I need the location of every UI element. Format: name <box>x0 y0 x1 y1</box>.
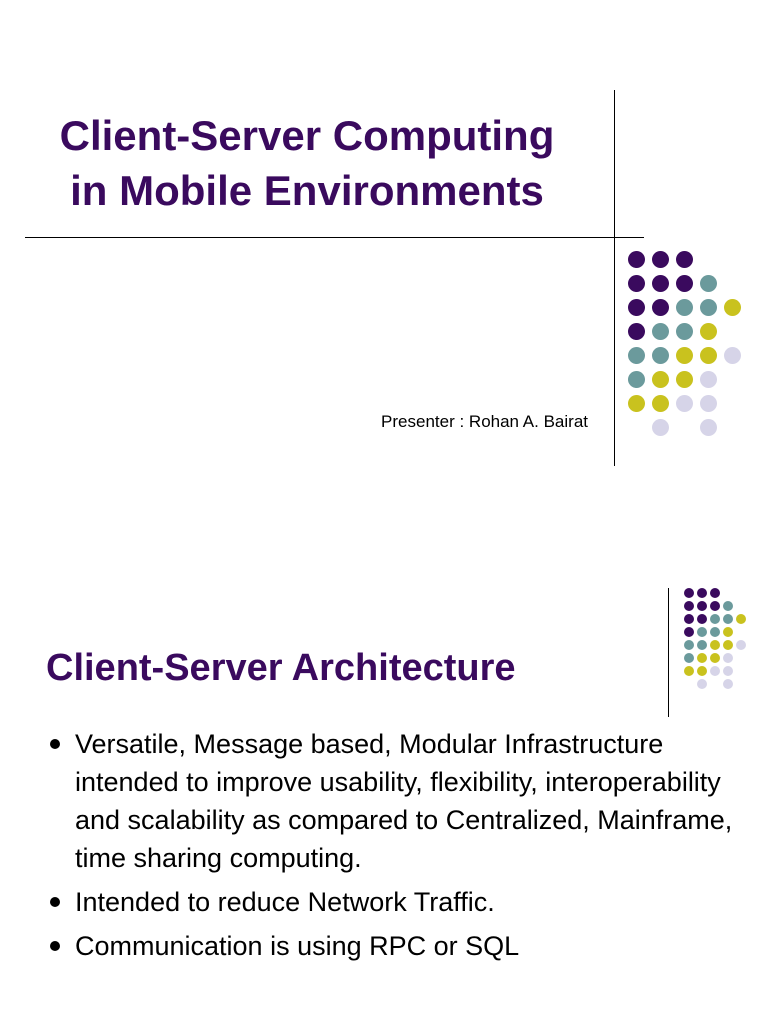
decorative-dot <box>710 601 720 611</box>
corner-divider-vertical <box>668 588 669 717</box>
decorative-dot <box>710 627 720 637</box>
decorative-dot <box>676 323 693 340</box>
decorative-dot <box>628 275 645 292</box>
decorative-dot <box>652 395 669 412</box>
decorative-dot <box>724 299 741 316</box>
bullet-item <box>44 725 744 877</box>
slide-title: Client-Server Architecture <box>46 647 516 689</box>
decorative-dot <box>628 347 645 364</box>
decorative-dot <box>723 614 733 624</box>
decorative-dot <box>710 588 720 598</box>
title-line-1: Client-Server Computing <box>59 112 555 159</box>
decorative-dot <box>697 627 707 637</box>
decorative-dot <box>652 323 669 340</box>
decorative-dot <box>697 666 707 676</box>
decorative-dot <box>736 614 746 624</box>
decorative-dot <box>628 371 645 388</box>
decorative-dot <box>723 640 733 650</box>
decorative-dot <box>700 419 717 436</box>
decorative-dot <box>723 627 733 637</box>
bullet-dot-icon <box>50 739 60 749</box>
title-divider-horizontal <box>25 237 644 238</box>
decorative-dot <box>652 275 669 292</box>
decorative-dot <box>676 275 693 292</box>
decorative-dot <box>710 640 720 650</box>
decorative-dot <box>697 679 707 689</box>
bullet-item <box>44 927 744 965</box>
decorative-dot <box>684 666 694 676</box>
decorative-dot <box>723 666 733 676</box>
decorative-dot-grid <box>628 251 758 441</box>
decorative-dot <box>697 601 707 611</box>
bullet-text: Intended to reduce Network Traffic. <box>75 887 495 917</box>
decorative-dot-grid-small <box>684 588 764 700</box>
decorative-dot <box>723 679 733 689</box>
decorative-dot <box>676 251 693 268</box>
decorative-dot <box>700 299 717 316</box>
decorative-dot <box>652 371 669 388</box>
decorative-dot <box>710 653 720 663</box>
slide-title <box>12 108 602 218</box>
decorative-dot <box>684 614 694 624</box>
decorative-dot <box>710 614 720 624</box>
decorative-dot <box>628 395 645 412</box>
decorative-dot <box>652 251 669 268</box>
bullet-dot-icon <box>50 941 60 951</box>
decorative-dot <box>676 371 693 388</box>
bullet-text: Communication is using RPC or SQL <box>75 931 520 961</box>
decorative-dot <box>700 323 717 340</box>
decorative-dot <box>697 653 707 663</box>
title-line-2: in Mobile Environments <box>70 167 544 214</box>
bullet-list <box>44 725 744 971</box>
decorative-dot <box>736 640 746 650</box>
decorative-dot <box>697 588 707 598</box>
decorative-dot <box>676 395 693 412</box>
bullet-item <box>44 883 744 921</box>
decorative-dot <box>700 371 717 388</box>
decorative-dot <box>710 666 720 676</box>
bullet-text: Versatile, Message based, Modular Infrastructure intended to improve usability, flexibility, interoperability and scalability as compared to Centralized, Mainframe, time sharing computing. <box>75 729 733 873</box>
decorative-dot <box>723 601 733 611</box>
title-divider-vertical <box>614 90 615 466</box>
bullet-dot-icon <box>50 897 60 907</box>
decorative-dot <box>676 299 693 316</box>
decorative-dot <box>684 653 694 663</box>
decorative-dot <box>684 588 694 598</box>
decorative-dot <box>700 395 717 412</box>
decorative-dot <box>652 419 669 436</box>
decorative-dot <box>684 601 694 611</box>
decorative-dot <box>697 614 707 624</box>
decorative-dot <box>723 653 733 663</box>
decorative-dot <box>700 275 717 292</box>
content-slide <box>0 520 768 1024</box>
decorative-dot <box>724 347 741 364</box>
decorative-dot <box>628 323 645 340</box>
presenter-label: Presenter : Rohan A. Bairat <box>381 412 588 431</box>
decorative-dot <box>676 347 693 364</box>
decorative-dot <box>628 299 645 316</box>
decorative-dot <box>628 251 645 268</box>
decorative-dot <box>697 640 707 650</box>
decorative-dot <box>700 347 717 364</box>
decorative-dot <box>684 640 694 650</box>
decorative-dot <box>652 299 669 316</box>
decorative-dot <box>652 347 669 364</box>
decorative-dot <box>684 627 694 637</box>
